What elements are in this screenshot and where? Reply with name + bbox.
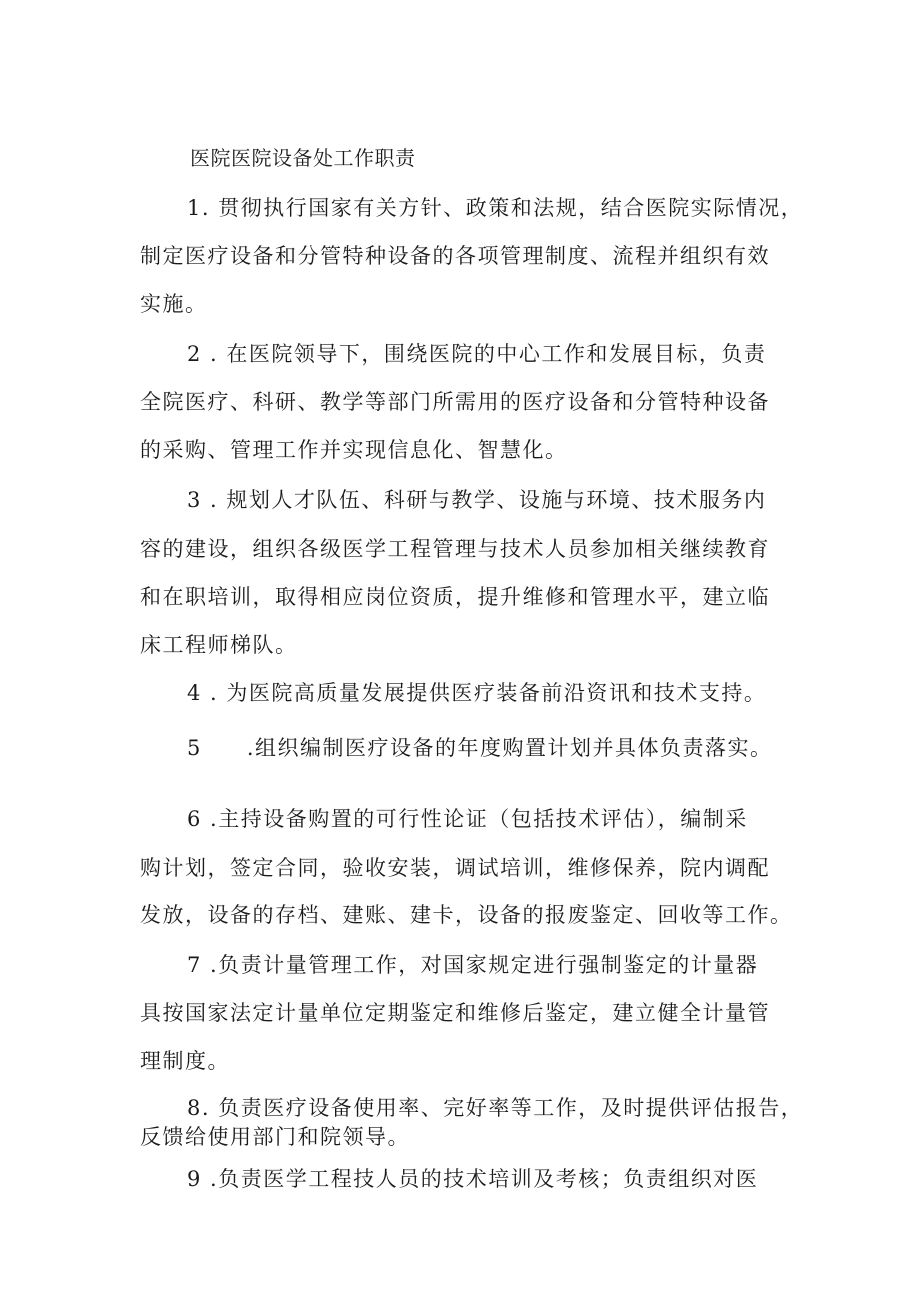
paragraph-8-line-1: 8. 负责医疗设备使用率、完好率等工作，及时提供评估报告，: [187, 1096, 804, 1120]
paragraph-4-line-1: 4 . 为医院高质量发展提供医疗装备前沿资讯和技术支持。: [187, 681, 767, 705]
paragraph-6-line-1: 6 .主持设备购置的可行性论证（包括技术评估），编制采: [187, 807, 748, 831]
paragraph-3-line-2: 容的建设，组织各级医学工程管理与技术人员参加相关继续教育: [140, 537, 770, 561]
paragraph-8-line-2: 反馈给使用部门和院领导。: [140, 1125, 410, 1149]
paragraph-1-line-3: 实施。: [140, 292, 208, 316]
paragraph-7-line-3: 理制度。: [140, 1049, 230, 1073]
paragraph-3-line-4: 床工程师梯队。: [140, 633, 298, 657]
paragraph-3-line-1: 3 . 规划人才队伍、科研与教学、设施与环境、技术服务内: [187, 488, 767, 512]
paragraph-9-line-1: 9 .负责医学工程技人员的技术培训及考核；负责组织对医: [187, 1167, 759, 1191]
document-title: 医院医院设备处工作职责: [190, 146, 416, 170]
paragraph-7-line-2: 具按国家法定计量单位定期鉴定和维修后鉴定，建立健全计量管: [140, 1001, 770, 1025]
paragraph-2-line-3: 的采购、管理工作并实现信息化、智慧化。: [140, 438, 568, 462]
paragraph-1-line-1: 1. 贯彻执行国家有关方针、政策和法规，结合医院实际情况，: [187, 196, 804, 220]
paragraph-5-line-1: 5 .组织编制医疗设备的年度购置计划并具体负责落实。: [187, 736, 773, 760]
paragraph-6-line-2: 购计划，签定合同，验收安装，调试培训，维修保养，院内调配: [140, 856, 770, 880]
paragraph-3-line-3: 和在职培训，取得相应岗位资质，提升维修和管理水平，建立临: [140, 585, 770, 609]
paragraph-7-line-1: 7 .负责计量管理工作，对国家规定进行强制鉴定的计量器: [187, 953, 759, 977]
paragraph-1-line-2: 制定医疗设备和分管特种设备的各项管理制度、流程并组织有效: [140, 244, 770, 268]
paragraph-6-line-3: 发放，设备的存档、建账、建卡，设备的报废鉴定、回收等工作。: [140, 903, 793, 927]
paragraph-2-line-2: 全院医疗、科研、教学等部门所需用的医疗设备和分管特种设备: [140, 390, 770, 414]
paragraph-2-line-1: 2 . 在医院领导下，围绕医院的中心工作和发展目标，负责: [187, 342, 767, 366]
